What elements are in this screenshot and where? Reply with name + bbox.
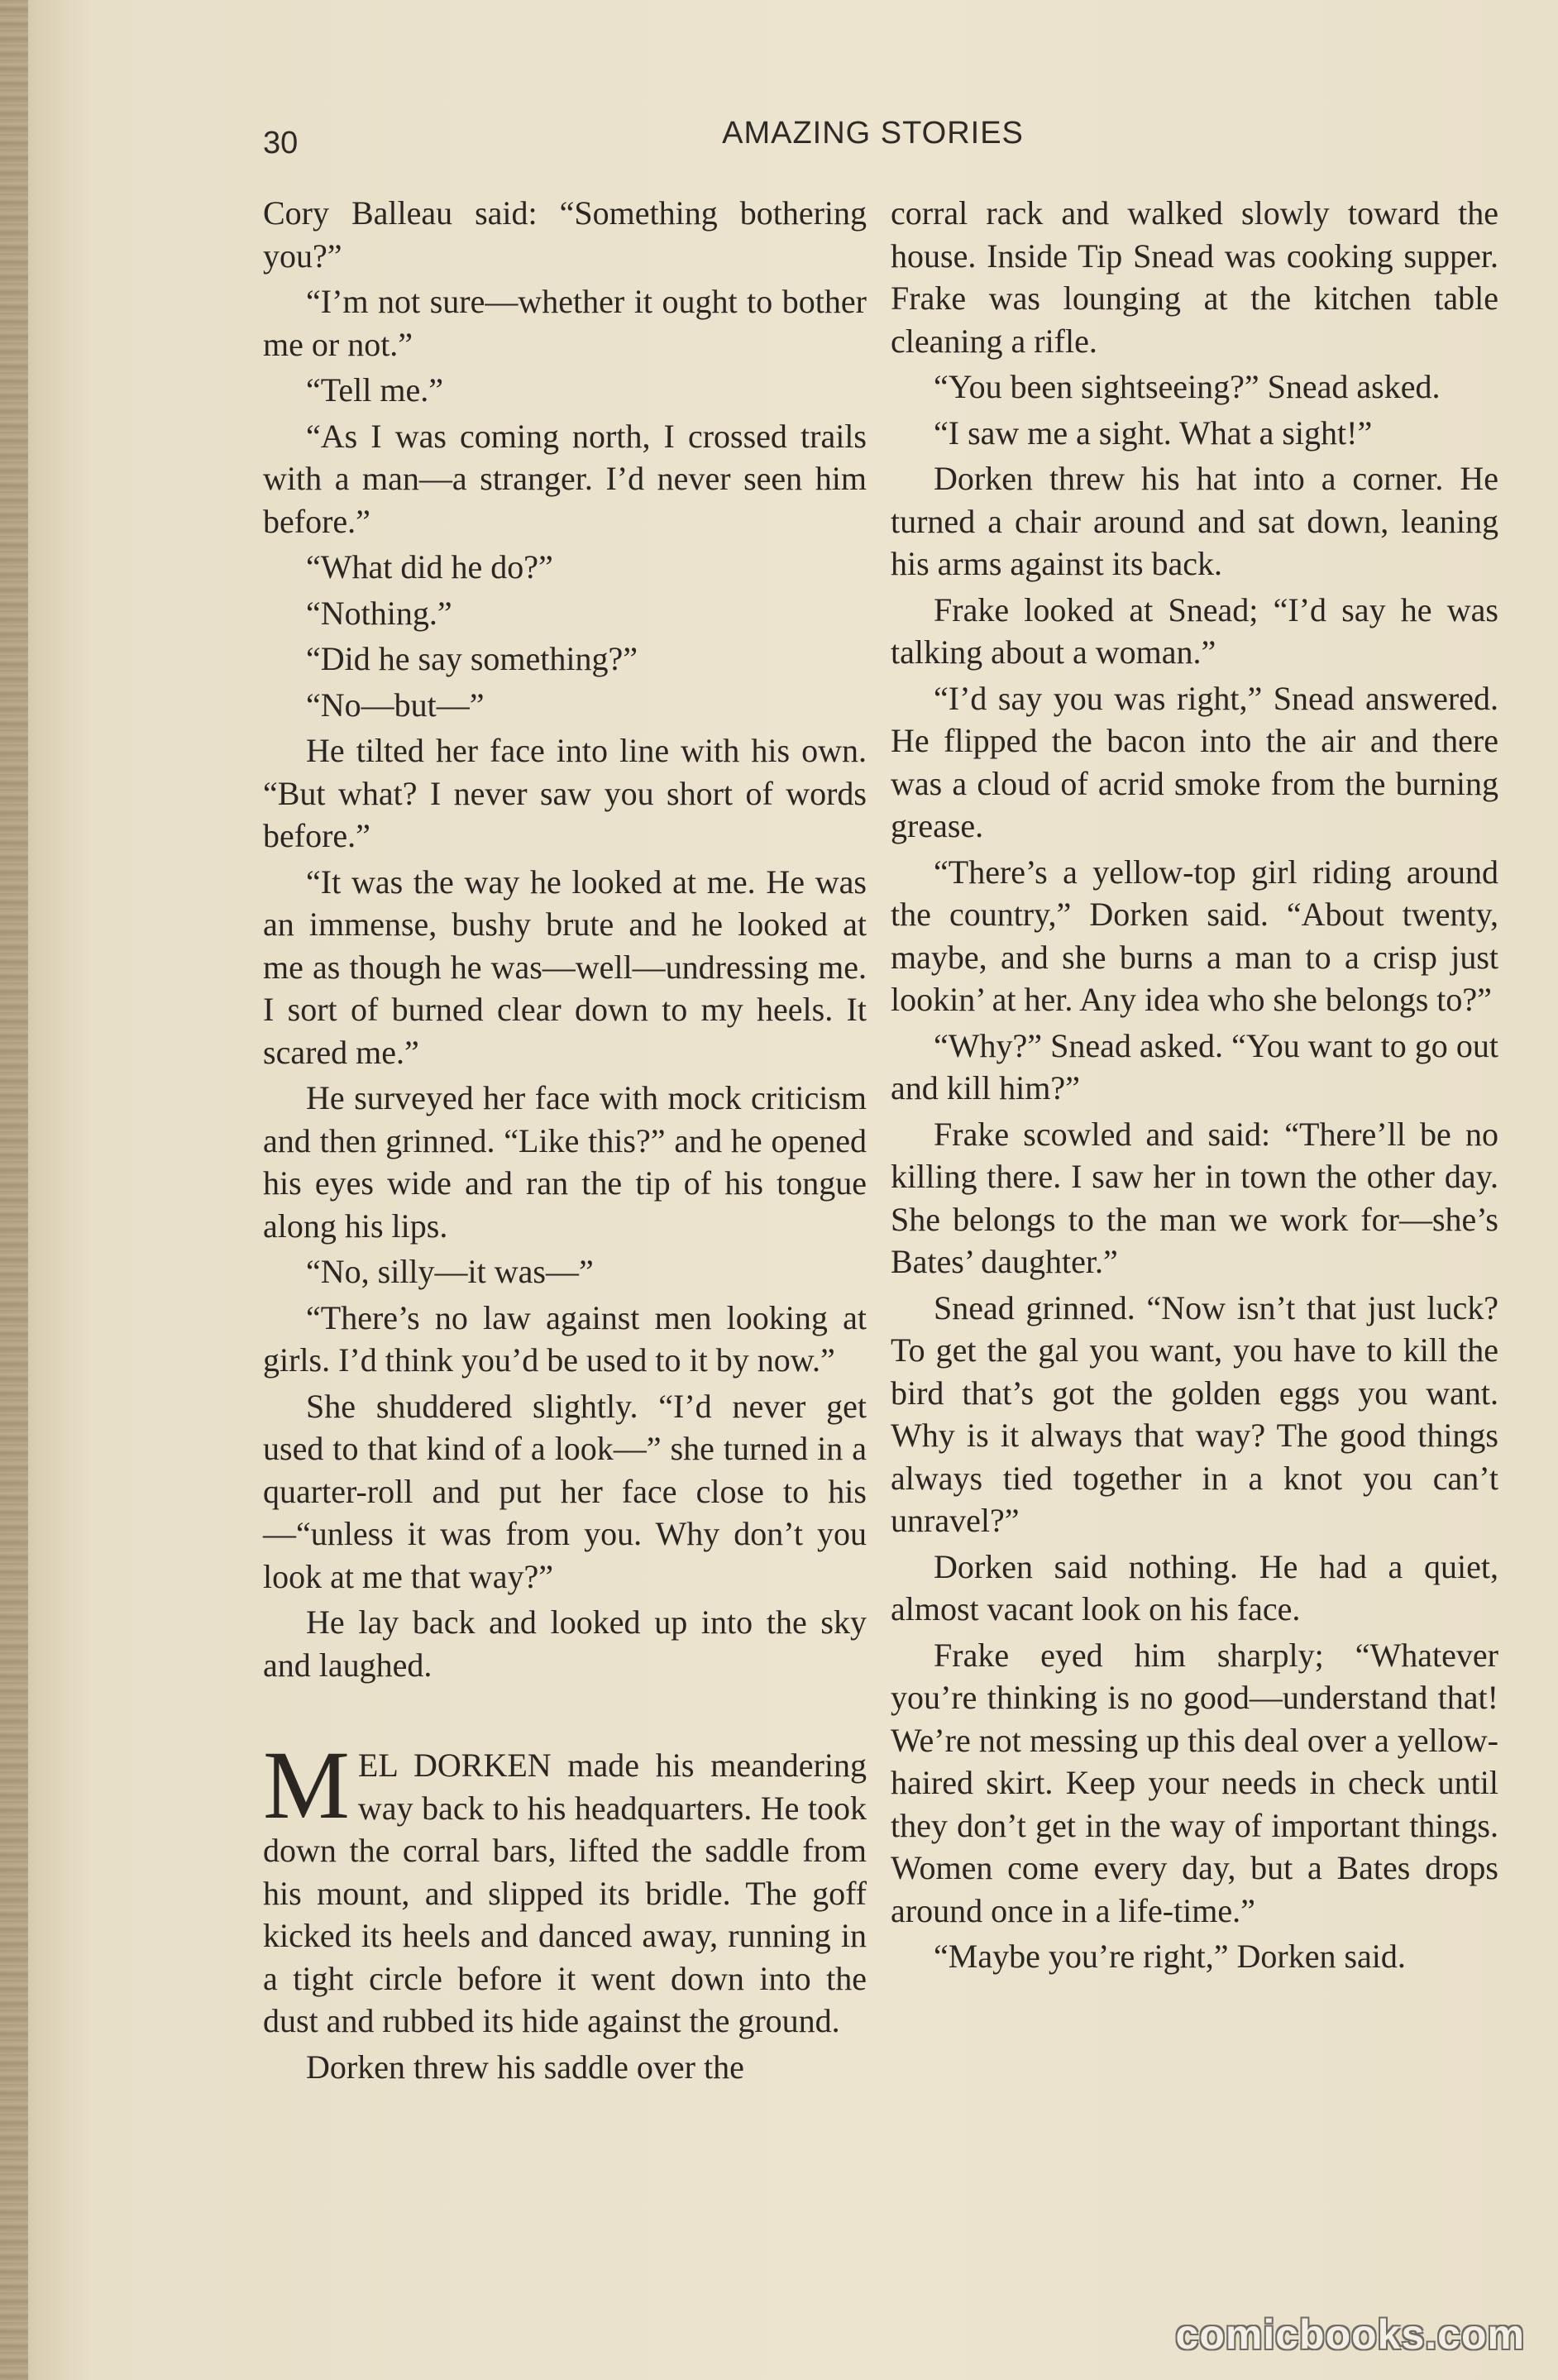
watermark-logo: comicbooks.com [1175,2311,1525,2358]
right-column [891,192,1498,2234]
paragraph: He lay back and looked up into the sky and laughed. [263,1603,867,1684]
page-binding-edge [0,0,28,2380]
page-number: 30 [263,126,299,160]
paragraph: He surveyed her face with mock criticism and then grinned. “Like this?” and he opened his eyes wide and ran the tip of his tongue along his lips. [263,1079,867,1245]
paragraph: “Nothing.” [306,594,452,632]
paragraph: “No, silly—it was—” [306,1253,594,1290]
section-opening-text: EL DORKEN made his meandering way back to his headquarters. He took down the corral bars, lifted the saddle from his mount, and slipped its bridle. The goff kicked its heels and danced away, running in a tight circle before it went down into the dust and rubbed its hide against the ground. [263,1747,867,2039]
paragraph: She shuddered slightly. “I’d never get used to that kind of a look—” she turned in a quarter-roll and put her face close to his—“unless it was from you. Why don’t you look at me that way?” [263,1387,867,1595]
paragraph: “As I was coming north, I crossed trails with a man—a stranger. I’d never seen him before.” [263,417,867,540]
paragraph: Dorken said nothing. He had a quiet, almost vacant look on his face. [891,1547,1498,1627]
paragraph: “Maybe you’re right,” Dorken said. [934,1938,1406,1975]
paragraph: “I’d say you was right,” Snead answered. He flipped the bacon into the air and there was a cloud of acrid smoke from the burning grease. [891,679,1498,844]
paragraph: “I’m not sure—whether it ought to bother me or not.” [263,283,867,363]
paragraph: “No—but—” [306,686,485,724]
paragraph: “You been sightseeing?” Snead asked. [934,368,1441,405]
paragraph: “There’s no law against men looking at girls. I’d think you’d be used to it by now.” [263,1298,867,1379]
paragraph: “There’s a yellow-top girl riding around the country,” Dorken said. “About twenty, maybe, and she burns a man to a crisp just lookin’ at her. Any idea who she belongs to?” [891,853,1498,1018]
paragraph: Snead grinned. “Now isn’t that just luck? To get the gal you want, you have to kill the bird that’s got the golden eggs you want. Why is it always that way? The good things always tied together in a knot you can’t unravel?” [891,1288,1498,1539]
paragraph: “It was the way he looked at me. He was an immense, bushy brute and he looked at me as though he was—well—undressing me. I sort of burned clear down to my heels. It scared me.” [263,863,867,1071]
paragraph: Dorken threw his hat into a corner. He turned a chair around and sat down, leaning his arms against its back. [891,460,1498,582]
left-column [263,192,867,2234]
running-title: AMAZING STORIES [722,116,1024,151]
paragraph: Cory Balleau said: “Something bothering you?” [263,194,867,275]
paragraph: “Why?” Snead asked. “You want to go out and kill him?” [891,1026,1498,1106]
paragraph: “What did he do?” [306,548,553,585]
paragraph: “Tell me.” [306,371,443,409]
paragraph: Frake looked at Snead; “I’d say he was talking about a woman.” [891,590,1498,671]
paragraph: “Did he say something?” [306,640,638,677]
paragraph: corral rack and walked slowly toward the house. Inside Tip Snead was cooking supper. Frake was lounging at the kitchen table cleaning a rifle. [891,194,1498,360]
page-header [263,116,1483,165]
paragraph: Dorken threw his saddle over the [306,2048,744,2086]
drop-cap: M [263,1731,350,1839]
paragraph: He tilted her face into line with his own. “But what? I never saw you short of words before.” [263,732,867,854]
paragraph: “I saw me a sight. What a sight!” [934,413,1373,452]
paragraph: Frake scowled and said: “There’ll be no killing there. I saw her in town the other day. She belongs to the man we work for—she’s Bates’ daughter.” [891,1115,1498,1280]
paragraph: Frake eyed him sharply; “Whatever you’re thinking is no good—understand that! We’re not messing up this deal over a yellow-haired skirt. Keep your needs in check until they don’t get in the way of important things. Women come every day, but a Bates drops around once in a life-time.” [891,1636,1498,1929]
section-opening-paragraph [263,1731,867,2043]
